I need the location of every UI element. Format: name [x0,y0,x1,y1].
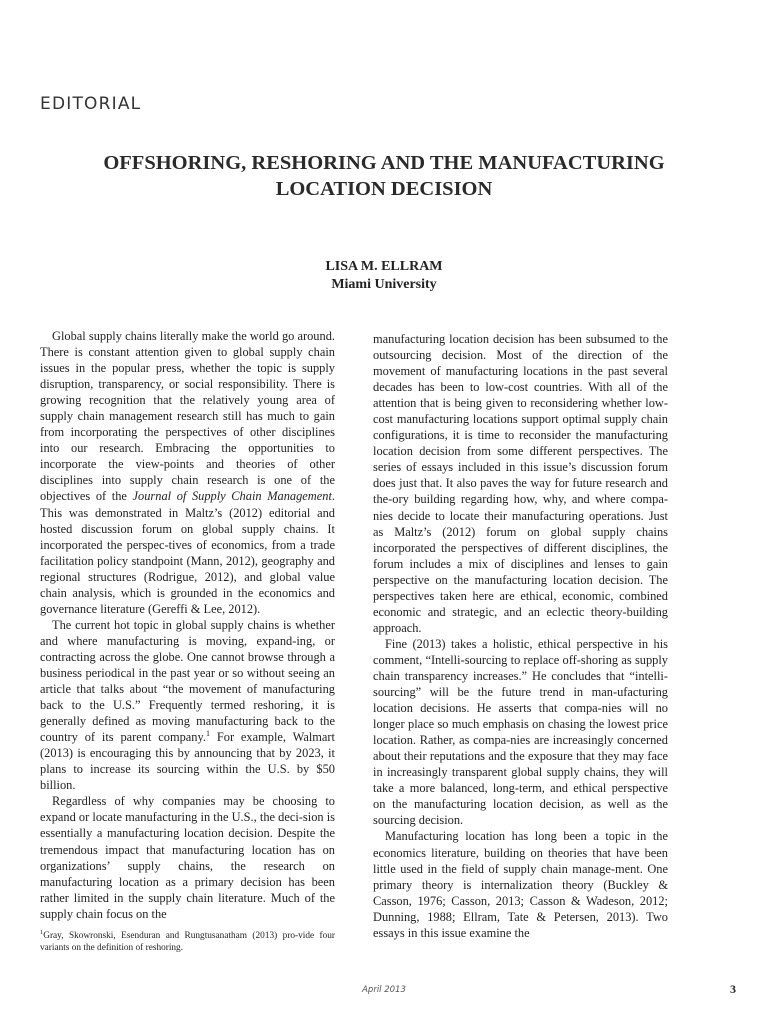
byline [40,258,728,294]
footnote-text: Gray, Skowronski, Esenduran and Rungtusanatham (2013) pro-vide four variants on the definition of reshoring. [40,931,335,953]
footnote-marker[interactable]: 1 [206,729,210,739]
footnote-mark: 1 [40,928,44,936]
issue-date: April 2013 [362,985,406,995]
paragraph: Manufacturing location has long been a topic in the economics literature, building on theories that have been little used in the field of supply chain manage-ment. One primary theory is internalization theory (Buckley & Casson, 1976; Casson, 2013; Casson & Wadeson, 2012; Dunning, 1988; Ellram, Tate & Petersen, 2013). Two essays in this issue examine the [373,829,668,940]
author-affiliation: Miami University [331,277,437,292]
paragraph: The current hot topic in global supply chains is whether and where manufacturing is moving, expand-ing, or contracting across the globe. One cannot browse through a business periodical in the past year or so without seeing an article that talks about “the movement of manufacturing back to the U.S.” Frequently termed reshoring, it is generally defined as moving manufacturing back to the country of its parent company.$^1$ For example, Walmart (2013) is encouraging this by announcing that by 2023, it plans to increase its sourcing within the U.S. by $50 billion. [40,617,335,793]
journal-name: Journal of Supply Chain Management [132,489,332,504]
footnote [40,930,335,954]
page-number: 3 [730,982,736,996]
article-title-line-1: OFFSHORING, RESHORING AND THE MANUFACTURING [103,152,665,174]
right-column [373,331,668,941]
paragraph: Fine (2013) takes a holistic, ethical perspective in his comment, “Intelli-sourcing to replace off-shoring as supply chain transparency increases.” He concludes that “intelli-sourcing” will be the future trend in man-ufacturing location decisions. He asserts that compa-nies will no longer place so much emphasis on chasing the lowest price location. Rather, as compa-nies are increasingly concerned about their reputations and the exposure that they may face in increasingly transparent global supply chains, they will take a more balanced, long-term, and ethical perspective on the manufacturing location decision, as well as the sourcing decision. [373,636,668,828]
author-name: LISA M. ELLRAM [325,259,443,274]
article-title [40,150,728,202]
paragraph: Regardless of why companies may be choosing to expand or locate manufacturing in the U.S., the deci-sion is essentially a manufacturing location decision. Despite the tremendous impact that manufacturing location has on organizations’ supply chains, the research on manufacturing location as a primary decision has been rather limited in the supply chain literature. Much of the supply chain focus on the [40,794,335,921]
article-title-line-2: LOCATION DECISION [275,178,493,200]
paragraph: Global supply chains literally make the world go around. There is constant attention given to global supply chain issues in the popular press, whether the topic is supply disruption, transparency, or social responsibility. There is growing recognition that the relatively young area of supply chain management research still has much to gain from incorporating the perspectives of other disciplines into our research. Embracing the opportunities to incorporate the view-points and theories of other disciplines into supply chain research is one of the objectives of the Journal of Supply Chain Management. This was demonstrated in Maltz’s (2012) editorial and hosted discussion forum on global supply chains. It incorporated the perspec-tives of economics, from a trade facilitation policy standpoint (Mann, 2012), geography and regional structures (Rodrigue, 2012), and global value chain analysis, which is grounded in the economics and governance literature (Gereffi & Lee, 2012). [40,329,335,616]
paragraph: manufacturing location decision has been subsumed to the outsourcing decision. Most of the direction of the movement of manufacturing locations in the past several decades has been to low-cost countries. With all of the attention that is being given to reconsidering whether low-cost manufacturing locations support optimal supply chain configurations, it is time to reconsider the manufacturing location decision from some different perspectives. The series of essays included in this issue’s discussion forum does just that. It also paves the way for future research and the-ory building regarding how, why, and where compa-nies decide to locate their manufacturing operations. Just as Maltz’s (2012) forum on global supply chains incorporated the perspectives of different disciplines, the forum includes a mix of disciplines and lenses to gain perspective on the manufacturing location decision. The perspectives taken here are ethical, economic, combined economic and strategic, and an eclectic theory-building approach. [373,332,668,635]
left-column [40,328,335,922]
section-label: EDITORIAL [40,94,142,114]
